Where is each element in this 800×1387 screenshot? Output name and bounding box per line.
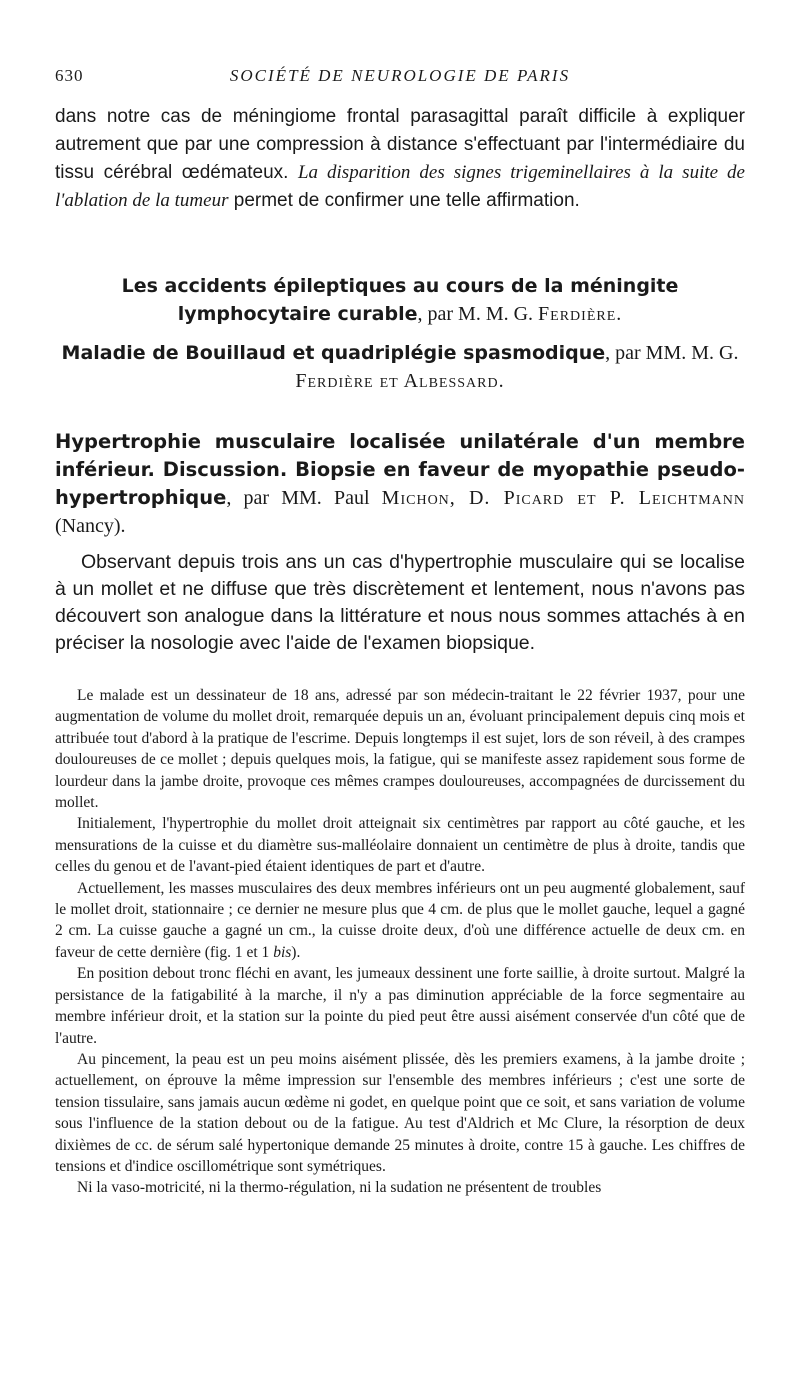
communication-3-title: Hypertrophie musculaire localisée unilatérale d'un membre inférieur. Discussion. Biopsie en faveur de myopathie pseudo-hypertrophique: [55, 430, 745, 509]
case-p3-text-a: Actuellement, les masses musculaires des deux membres inférieurs ont un peu augmenté globalement, sauf le mollet droit, stationnaire ; ce dernier ne mesure plus que 4 cm. de plus que le mollet gauche, lequel a gagné 2 cm. La cuisse gauche a gagné un cm., la cuisse droite deux, d'où une différence actuelle de deux cm. en faveur de cette dernière (fig. 1 et 1: [55, 879, 745, 961]
communication-1-authors: Ferdière.: [538, 303, 623, 325]
case-paragraph-2: Initialement, l'hypertrophie du mollet droit atteignait six centimètres par rapport au côté gauche, et les mensurations de la cuisse et du diamètre sus-malléolaire donnaient un centimètre de plus à droite, tandis que celles du genou et de l'avant-pied étaient identiques de part et d'autre.: [55, 815, 745, 876]
communication-3-authors: Michon, D. Picard et P. Leichtmann: [381, 487, 745, 509]
case-report: [55, 685, 745, 1199]
running-title: SOCIÉTÉ DE NEUROLOGIE DE PARIS: [229, 66, 571, 85]
communication-2-authors: Ferdière et Albessard.: [295, 370, 505, 392]
intro-paragraph: Observant depuis trois ans un cas d'hypertrophie musculaire qui se localise à un mollet et ne diffuse que très discrètement et lentement, nous n'avons pas découvert son analogue dans la littérature et nous nous sommes attachés à en préciser la nosologie avec l'aide de l'examen biopsique.: [55, 551, 745, 654]
communication-title-1: [55, 272, 745, 328]
lead-italic-text: La disparition des signes trigeminellaires à la suite de l'ablation de la tumeur: [55, 162, 745, 211]
communication-2-title: Maladie de Bouillaud et quadriplégie spasmodique: [61, 342, 606, 364]
communication-3-place: (Nancy).: [55, 515, 126, 537]
case-paragraph-4: En position debout tronc fléchi en avant, les jumeaux dessinent une forte saillie, à droite surtout. Malgré la persistance de la fatigabilité à la marche, il n'y a pas diminution appréciable de la force segmentaire au membre inférieur droit, et la station sur la pointe du pied peut être aussi aisément conservée d'un côté que de l'autre.: [55, 965, 745, 1047]
communication-1-title: Les accidents épileptiques au cours de la méningite lymphocytaire curable: [121, 275, 679, 325]
communication-3-by: , par MM. Paul: [226, 487, 382, 509]
communication-1-by: , par M. M. G.: [417, 303, 539, 325]
case-paragraph-5: Au pincement, la peau est un peu moins aisément plissée, dès les premiers examens, à la jambe droite ; actuellement, on éprouve la même impression sur l'ensemble des membres inférieurs ; c'est une sorte de tension tissulaire, sans jamais aucun œdème ni godet, en quelque point que ce soit, et sans variation de volume sous l'influence de la station debout ou de la fatigue. Au test d'Aldrich et Mc Clure, la résorption de deux dixièmes de cc. de sérum salé hypertonique demande 25 minutes à droite, contre 15 à gauche. Les chiffres de tensions et d'indice oscillométrique sont symétriques.: [55, 1050, 745, 1175]
lead-text-start: dans notre cas de méningiome frontal parasagittal paraît difficile à expliquer autrement que par une compression à distance s'effectuant par l'intermédiaire du tissu cérébral œdémateux.: [55, 106, 745, 183]
case-paragraph-1: Le malade est un dessinateur de 18 ans, adressé par son médecin-traitant le 22 février 1937, pour une augmentation de volume du mollet droit, remarquée depuis un an, évoluant principalement depuis cinq mois et attribuée tout d'abord à la pratique de l'escrime. Depuis longtemps il est sujet, lors de son réveil, à des crampes douloureuses de ce mollet ; depuis quelques mois, la fatigue, qui se manifeste assez rapidement sous forme de lourdeur dans la jambe droite, provoque ces mêmes crampes douloureuses, accompagnées de durcissement du mollet.: [55, 687, 745, 812]
case-paragraph-6: Ni la vaso-motricité, ni la thermo-régulation, ni la sudation ne présentent de troubles: [77, 1179, 602, 1197]
case-p3-text-b: ).: [291, 943, 301, 961]
communication-2-by: , par MM. M. G.: [605, 342, 739, 364]
lead-text-end: permet de confirmer une telle affirmation.: [228, 190, 580, 211]
communication-title-3: [55, 428, 745, 540]
page-number: 630: [55, 66, 84, 85]
case-paragraph-3: [55, 878, 745, 964]
communication-title-2: [55, 339, 745, 395]
case-p3-italic: bis: [273, 943, 292, 961]
lead-paragraph: [55, 103, 745, 215]
page-header: [55, 66, 745, 90]
